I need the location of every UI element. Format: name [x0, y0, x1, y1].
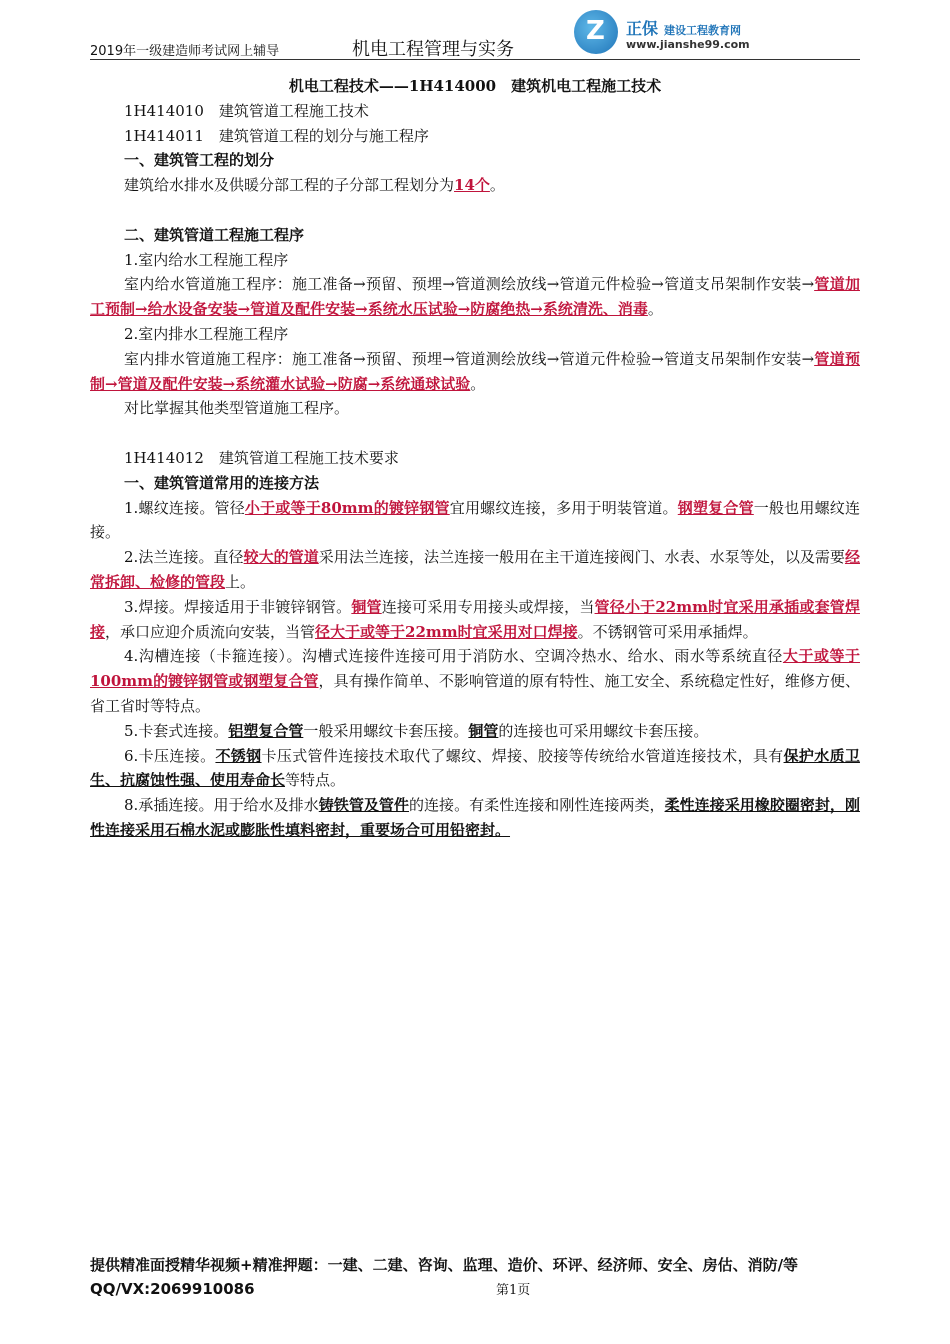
- highlight-red: 小于或等于80mm的镀锌钢管: [244, 498, 450, 517]
- page-header: [90, 0, 860, 60]
- connection-4: 4.沟槽连接（卡箍连接）。沟槽式连接件连接可用于消防水、空调冷热水、给水、雨水等系统直径大于或等于100mm的镀锌钢管或钢塑复合管，具有操作简单、不影响管道的原有特性、施工安全、系统稳定性好，维修方便、省工省时等特点。: [90, 647, 860, 715]
- highlight-dark: 不锈钢: [215, 746, 262, 765]
- header-divider: [90, 59, 860, 60]
- connection-1: 1.螺纹连接。管径小于或等于80mm的镀锌钢管宜用螺纹连接，多用于明装管道。钢塑复合管一般也用螺纹连接。: [90, 498, 860, 542]
- subsection-heading: 1H414011 建筑管道工程的划分与施工程序: [124, 126, 429, 145]
- connection-2: 2.法兰连接。直径较大的管道采用法兰连接，法兰连接一般用在主干道连接阀门、水表、水泵等处，以及需要经常拆卸、检修的管段上。: [90, 548, 860, 591]
- highlight-red: 14个: [454, 176, 490, 195]
- page-number: 第1页: [496, 1283, 531, 1298]
- logo-brand-name: 正保: [626, 19, 659, 38]
- highlight-red: 大于或等于100mm的镀锌钢管或钢塑复合管: [90, 647, 860, 691]
- highlight-dark: 铝塑复合管: [228, 721, 304, 740]
- footer-promo: 提供精准面授精华视频+精准押题：一建、二建、咨询、监理、造价、环评、经济师、安全、房估、消防/等: [90, 1256, 799, 1274]
- highlight-red: 管道加工预制→给水设备安装→管道及配件安装→系统水压试验→防腐绝热→系统清洗、消毒: [90, 275, 860, 319]
- heading-connection: 一、建筑管道常用的连接方法: [124, 473, 320, 492]
- connection-5: 5.卡套式连接。铝塑复合管一般采用螺纹卡套压接。铜管的连接也可采用螺纹卡套压接。: [124, 721, 709, 740]
- highlight-dark: 保护水质卫生、抗腐蚀性强、使用寿命长: [90, 746, 860, 790]
- procedure-2-text: 室内排水管道施工程序：施工准备→预留、预埋→管道测绘放线→管道元件检验→管道支吊架制作安装→管道预制→管道及配件安装→系统灌水试验→防腐→系统通球试验。: [90, 349, 860, 393]
- paragraph-division: 建筑给水排水及供暖分部工程的子分部工程划分为14个。: [124, 176, 505, 195]
- highlight-dark: 铸铁管及管件: [318, 796, 409, 815]
- heading-division: 一、建筑管工程的划分: [124, 151, 275, 170]
- logo-url: www.jianshe99.com: [626, 38, 750, 51]
- footer-contact: QQ/VX:2069910086: [90, 1280, 255, 1298]
- connection-8: 8.承插连接。用于给水及排水铸铁管及管件的连接。有柔性连接和刚性连接两类，柔性连接采用橡胶圈密封，刚性连接采用石棉水泥或膨胀性填料密封，重要场合可用铅密封。: [90, 796, 860, 839]
- subsection-heading: 1H414012 建筑管道工程施工技术要求: [124, 448, 399, 467]
- highlight-red: 较大的管道: [243, 548, 319, 567]
- brand-logo[interactable]: [574, 8, 774, 56]
- section-heading: 1H414010 建筑管道工程施工技术: [124, 101, 369, 120]
- highlight-red: 管道预制→管道及配件安装→系统灌水试验→防腐→系统通球试验: [90, 349, 860, 393]
- logo-mark-icon: Z: [574, 10, 618, 54]
- procedure-1-label: 1.室内给水工程施工程序: [124, 250, 289, 269]
- procedure-2-label: 2.室内排水工程施工程序: [124, 324, 289, 343]
- highlight-red: 铜管: [351, 597, 382, 616]
- highlight-dark: 柔性连接采用橡胶圈密封，刚性连接采用石棉水泥或膨胀性填料密封，重要场合可用铅密封。: [90, 796, 860, 839]
- document-body: [90, 74, 860, 843]
- header-course-title: 2019年一级建造师考试网上辅导: [90, 44, 280, 59]
- connection-6: 6.卡压连接。不锈钢卡压式管件连接技术取代了螺纹、焊接、胶接等传统给水管道连接技术，具有保护水质卫生、抗腐蚀性强、使用寿命长等特点。: [90, 746, 860, 790]
- chapter-title: 机电工程技术——1H414000 建筑机电工程施工技术: [288, 77, 662, 95]
- page-footer: [90, 1254, 870, 1300]
- highlight-red: 管径小于22mm时宜采用承插或套管焊接: [90, 597, 860, 641]
- highlight-dark: 铜管: [468, 721, 499, 740]
- logo-subtitle: 建设工程教育网: [664, 24, 741, 37]
- connection-3: 3.焊接。焊接适用于非镀锌钢管。铜管连接可采用专用接头或焊接，当管径小于22mm时宜采用承插或套管焊接，承口应迎介质流向安装，当管径大于或等于22mm时宜采用对口焊接。不锈钢管可采用承插焊。: [90, 597, 860, 641]
- heading-procedure: 二、建筑管道工程施工程序: [124, 225, 305, 244]
- highlight-red: 径大于或等于22mm时宜采用对口焊接: [315, 622, 578, 641]
- procedure-note: 对比掌握其他类型管道施工程序。: [124, 399, 350, 418]
- highlight-red: 钢塑复合管: [677, 498, 754, 517]
- header-subject: 机电工程管理与实务: [352, 39, 514, 60]
- highlight-red: 经常拆卸、检修的管段: [90, 548, 860, 591]
- procedure-1-text: 室内给水管道施工程序：施工准备→预留、预埋→管道测绘放线→管道元件检验→管道支吊架制作安装→管道加工预制→给水设备安装→管道及配件安装→系统水压试验→防腐绝热→系统清洗、消毒。: [90, 275, 860, 319]
